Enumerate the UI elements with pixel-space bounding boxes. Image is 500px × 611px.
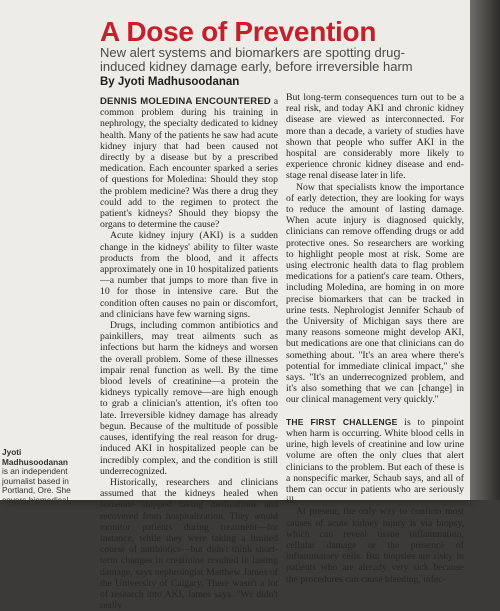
opening-caps: DENNIS MOLEDINA ENCOUNTERED xyxy=(100,96,271,107)
author-bio xyxy=(2,448,84,505)
paragraph-text: is to pinpoint when harm is occurring. White blood cells in urine, high levels of creatinine and low urine volume are often the only clues that alert clinicians to the problem. But each of these is a nonspecific marker, Schaub says, and all of them can occur in patients who are seriously ill. xyxy=(286,416,465,507)
article-byline: By Jyoti Madhusoodanan xyxy=(100,76,240,88)
section-runin: THE FIRST CHALLENGE xyxy=(286,416,398,427)
body-column-right xyxy=(286,92,464,585)
body-paragraph xyxy=(286,417,464,507)
body-paragraph: Now that specialists know the importance of early detection, they are looking for ways to reduce the amount of lasting damage. When acute injury is diagnosed quickly, clinicians can remove offending drugs or add protective ones. So researchers are working to highlight people most at risk. Some are using electronic health data to flag problem medications for a patient's care team. Others, including Moledina, are homing in on more precise biomarkers that can be tracked in urine tests. Nephrologist Jennifer Schaub of the University of Michigan says there are many reasons someone might develop AKI, but medications are one that clinicians can do something about. "It's an area where there's potential for immediate clinical impact," she says. "It's an underrecognized problem, and it's also something that we can [change] in our clinical management very quickly." xyxy=(286,181,464,406)
author-bio-name: Jyoti Madhusoodanan xyxy=(2,447,68,467)
body-paragraph: Drugs, including common antibiotics and painkillers, may treat ailments such as infections but harm the kidneys and worsen the overall problem. Some of these illnesses impair renal function as well. By the time blood levels of creatinine—a protein the kidneys typically remove—are high enough to grab a clinician's attention, it's often too late. Irreversible kidney damage has already begun. Because of the multitude of possible causes, identifying the real reason for drug-induced AKI in hospitalized people can be incredibly complex, and the condition is still underrecognized. xyxy=(100,320,278,477)
author-bio-text: is an independent journalist based in Portland, Ore. She covers biomedical xyxy=(2,466,71,505)
article-dek: New alert systems and biomarkers are spotting drug-induced kidney damage early, before irreversible harm xyxy=(100,45,413,74)
page-gutter-shadow xyxy=(470,0,500,500)
paragraph-text: a common problem during his training in nephrology, the specialty dedicated to kidney health. Many of the patients he saw had acute kidney injury that had been caused not directly by a disease but by a prescribed medication. Each encounter sparked a series of questions for Moledina: Should they stop the problem medicine? Was there a drug they could add to the regimen to protect the patient's kidneys? Should they biopsy the organs to determine the cause? xyxy=(100,96,279,231)
body-paragraph xyxy=(100,96,278,230)
body-paragraph: Acute kidney injury (AKI) is a sudden change in the kidneys' ability to filter waste products from the blood, and it affects approximately one in 10 hospitalized patients—a number that jumps to more than five in 10 for those in intensive care. But the condition often causes no pain or discomfort, and clinicians have few warning signs. xyxy=(100,230,278,320)
article-title: A Dose of Prevention xyxy=(100,16,377,47)
body-paragraph: At present, the only way to confirm most causes of acute kidney injury is via biopsy, which can reveal tissue inflammation, cellular damage or the presence of inflammatory cells. But biopsies are risky in patients who are already very sick because the procedures can cause bleeding, infec- xyxy=(286,506,464,585)
body-column-left xyxy=(100,96,278,611)
body-paragraph: Historically, researchers and clinicians assumed that the kidneys healed when someone stopped taking medications and recovered from hospitalization. They would monitor patients during treatment—for instance, while they were taking a limited course of antibiotics—but didn't think short-term changes in creatinine resulted in lasting damage, says nephrologist Matthew James of the University of Calgary. There wasn't a lot of research into AKI, James says. "We didn't really xyxy=(100,476,278,611)
body-paragraph: But long-term consequences turn out to be a real risk, and today AKI and chronic kidney disease are viewed as interconnected. For more than a decade, a variety of studies have shown that people who suffer AKI in the hospital are considerably more likely to experience chronic kidney disease and end-stage renal disease later in life. xyxy=(286,92,464,182)
